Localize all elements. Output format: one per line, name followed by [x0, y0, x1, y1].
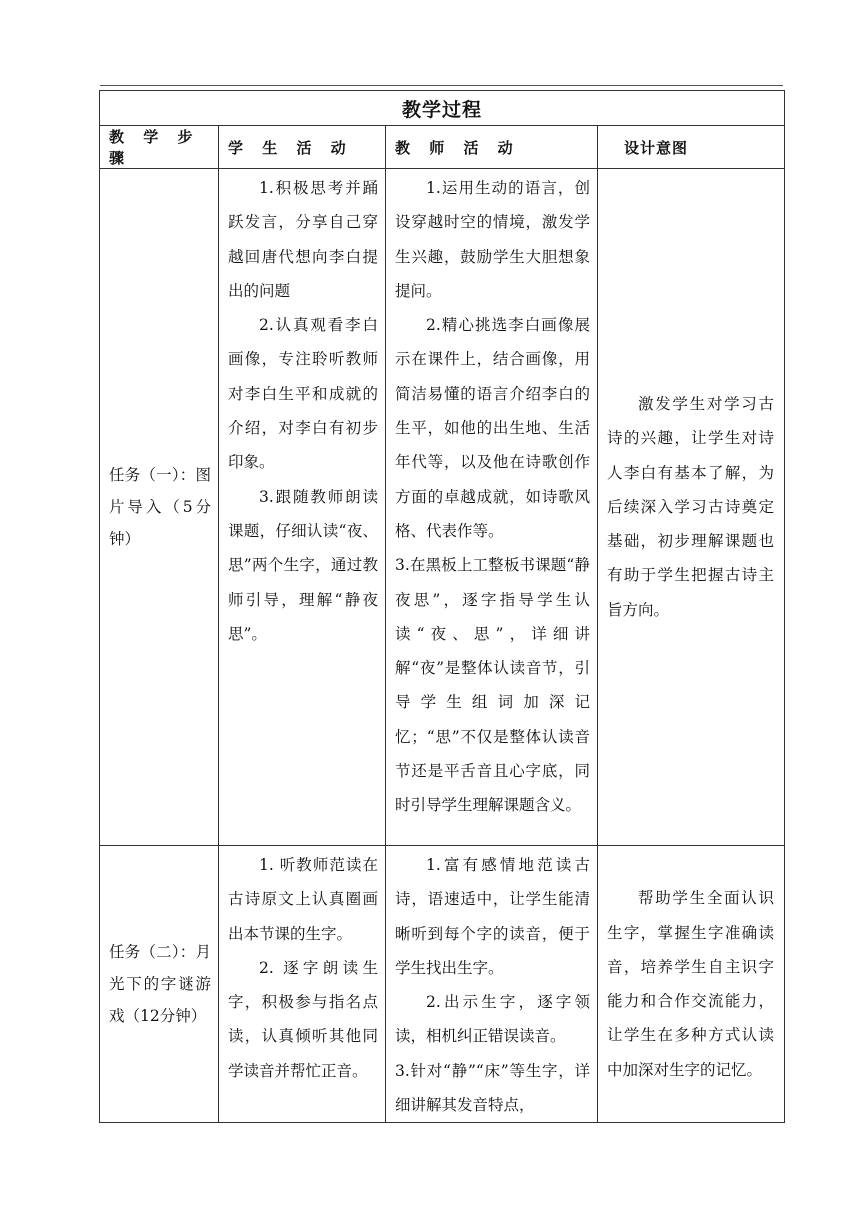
teacher-activity-cell — [386, 169, 598, 846]
step-text: 任务（一）：图片导入（5分钟） — [109, 466, 211, 548]
teacher-activity-item: 1.运用生动的语言，创设穿越时空的情境，激发学生兴趣，鼓励学生大胆想象提问。 — [395, 179, 590, 300]
teacher-activity-item: 3.在黑板上工整板书课题“静夜思”，逐字指导学生认读“夜、思”，详细讲解“夜”是整体认读音节，引导学生组词加深记忆；“思”不仅是整体认读音节还是平舌音且心字底，同时引导学生理解课题含义。 — [395, 556, 590, 815]
header-step-label: 教 学 步 骤 — [109, 128, 200, 167]
teacher-activity-item: 2.出示生字，逐字领读，相机纠正错误读音。 — [395, 993, 590, 1046]
student-activity-cell — [219, 846, 386, 1123]
table-row — [100, 169, 785, 846]
student-activity-item: 2.认真观看李白画像，专注聆听教师对李白生平和成就的介绍，对李白有初步印象。 — [228, 316, 378, 472]
header-row — [100, 126, 785, 169]
teacher-activity-item: 1.富有感情地范读古诗，语速适中，让学生能清晰听到每个字的读音，便于学生找出生字。 — [395, 856, 590, 977]
teaching-process-table — [99, 90, 785, 1123]
step-cell — [100, 169, 219, 846]
header-step — [100, 126, 219, 169]
header-student-label: 学 生 活 动 — [228, 138, 353, 157]
teacher-activity-item: 3.针对“静”“床”等生字，详细讲解其发音特点， — [395, 1061, 590, 1115]
step-cell — [100, 846, 219, 1123]
top-rule — [100, 85, 783, 86]
student-activity-item: 1. 听教师范读在古诗原文上认真圈画出本节课的生字。 — [228, 856, 378, 943]
student-activity-item: 3.跟随教师朗读课题，仔细认读“夜、思”两个生字，通过教师引导，理解“静夜思”。 — [228, 487, 378, 643]
student-activity-cell — [219, 169, 386, 846]
table-row — [100, 846, 785, 1123]
design-intent-text: 激发学生对学习古诗的兴趣，让学生对诗人李白有基本了解，为后续深入学习古诗奠定基础，初步理解课题也有助于学生把握古诗主旨方向。 — [607, 394, 775, 619]
teacher-activity-item: 2.精心挑选李白画像展示在课件上，结合画像，用简洁易懂的语言介绍李白的生平，如他的出生地、生活年代等，以及他在诗歌创作方面的卓越成就，如诗歌风格、代表作等。 — [395, 316, 590, 540]
header-intent — [598, 126, 785, 169]
step-text: 任务（二）：月光下的字谜游戏（12分钟） — [109, 943, 211, 1026]
header-student — [219, 126, 386, 169]
title-row — [100, 91, 785, 126]
header-teacher — [386, 126, 598, 169]
header-intent-label: 设计意图 — [624, 138, 689, 157]
design-intent-cell — [598, 846, 785, 1123]
table-title: 教学过程 — [100, 91, 785, 126]
design-intent-text: 帮助学生全面认识生字，掌握生字准确读音，培养学生自主识字能力和合作交流能力，让学生在多种方式认读中加深对生字的记忆。 — [607, 889, 775, 1079]
student-activity-item: 2. 逐字朗读生字，积极参与指名点读，认真倾听其他同学读音并帮忙正音。 — [228, 958, 378, 1080]
student-activity-item: 1.积极思考并踊跃发言，分享自己穿越回唐代想向李白提出的问题 — [228, 179, 378, 300]
teacher-activity-cell — [386, 846, 598, 1123]
header-teacher-label: 教 师 活 动 — [395, 138, 520, 157]
design-intent-cell — [598, 169, 785, 846]
